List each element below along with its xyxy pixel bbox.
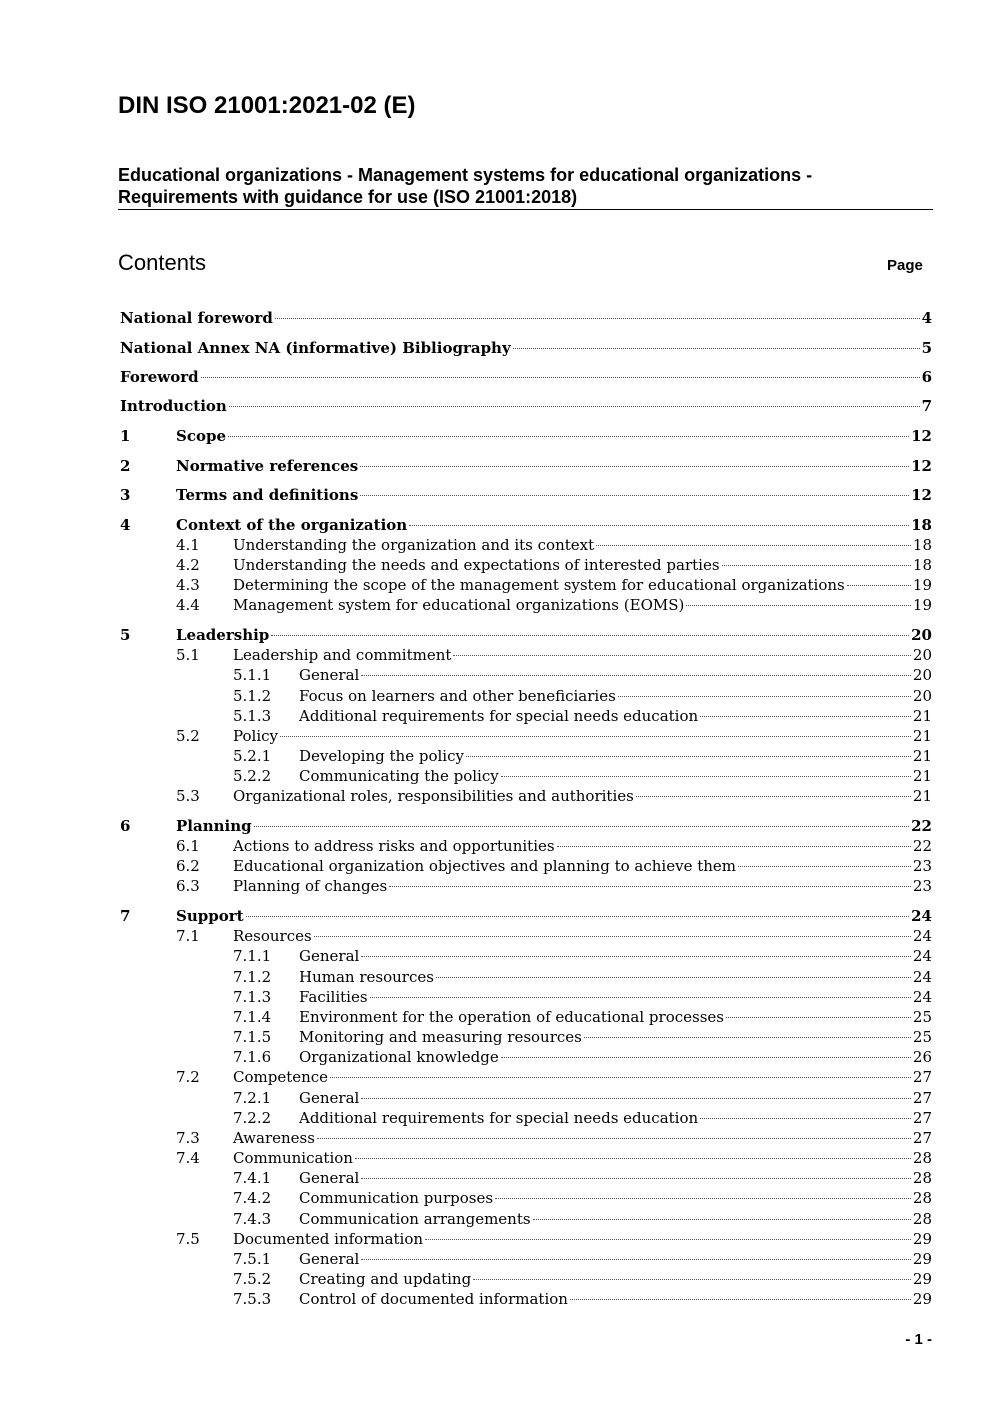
toc-entry-number: 7.5.3 [233, 1290, 272, 1308]
toc-entry-number: 7.4.1 [233, 1169, 272, 1187]
toc-entry-title: Facilities [299, 988, 368, 1006]
toc-leader-dots [466, 756, 911, 757]
toc-leader-dots [584, 1037, 911, 1038]
toc-leader-dots [254, 826, 910, 827]
toc-entry-page: 21 [912, 747, 932, 765]
toc-leader-dots [246, 916, 910, 917]
subtitle-line-1: Educational organizations - Management systems for educational organizations - [118, 165, 813, 185]
toc-entry-number: 5.2.1 [233, 747, 272, 765]
toc-entry-title: Communication purposes [299, 1189, 494, 1207]
toc-entry-number: 6.1 [176, 837, 200, 855]
toc-leader-dots [355, 1158, 911, 1159]
toc-entry[interactable] [120, 857, 932, 877]
toc-leader-dots [473, 1279, 911, 1280]
toc-entry[interactable] [120, 727, 932, 747]
toc-entry[interactable] [120, 1230, 932, 1250]
toc-entry-number: 4.4 [176, 596, 200, 614]
toc-entry-page: 21 [912, 767, 932, 785]
toc-entry-page: 21 [912, 727, 932, 745]
toc-entry-title: General [299, 1250, 360, 1268]
toc-entry-page: 24 [912, 947, 932, 965]
toc-entry-page: 18 [912, 556, 932, 574]
toc-entry-page: 27 [912, 1129, 932, 1147]
toc-entry[interactable] [120, 666, 932, 686]
toc-entry[interactable] [120, 1008, 932, 1028]
toc-entry-number: 7.1.4 [233, 1008, 272, 1026]
page-number: - 1 - [905, 1331, 932, 1348]
toc-entry-number: 7 [120, 907, 131, 925]
toc-entry-title: Understanding the organization and its context [233, 536, 595, 554]
toc-leader-dots [513, 348, 920, 349]
toc-entry[interactable] [120, 486, 932, 506]
toc-entry[interactable] [120, 1290, 932, 1310]
toc-entry-page: 18 [912, 536, 932, 554]
toc-entry-number: 5.1.1 [233, 666, 272, 684]
toc-leader-dots [700, 1118, 911, 1119]
toc-entry-number: 7.1.1 [233, 947, 272, 965]
toc-entry[interactable] [120, 596, 932, 616]
page-column-label: Page [887, 257, 923, 274]
toc-entry[interactable] [120, 397, 932, 417]
toc-leader-dots [436, 977, 911, 978]
toc-entry-number: 7.2.2 [233, 1109, 272, 1127]
toc-entry[interactable] [120, 457, 932, 477]
toc-leader-dots [361, 1178, 911, 1179]
toc-entry-page: 21 [912, 787, 932, 805]
toc-entry[interactable] [120, 556, 932, 576]
toc-entry-number: 5.2 [176, 727, 200, 745]
toc-entry-title: Monitoring and measuring resources [299, 1028, 582, 1046]
toc-leader-dots [596, 545, 911, 546]
document-title: DIN ISO 21001:2021-02 (E) [118, 92, 416, 119]
toc-entry-number: 7.5.1 [233, 1250, 272, 1268]
toc-leader-dots [314, 936, 911, 937]
toc-entry[interactable] [120, 1250, 932, 1270]
toc-leader-dots [389, 886, 911, 887]
toc-entry-number: 7.2 [176, 1068, 200, 1086]
toc-entry-page: 20 [912, 646, 932, 664]
toc-entry-page: 27 [912, 1089, 932, 1107]
toc-entry[interactable] [120, 1189, 932, 1209]
toc-entry-page: 20 [912, 687, 932, 705]
toc-leader-dots [229, 406, 920, 407]
toc-entry-number: 5 [120, 626, 131, 644]
toc-entry-title: Understanding the needs and expectations of interested parties [233, 556, 720, 574]
toc-entry-title: Additional requirements for special needs education [299, 1109, 699, 1127]
toc-entry[interactable] [120, 1068, 932, 1088]
toc-entry-title: Environment for the operation of educational processes [299, 1008, 724, 1026]
toc-entry-page: 24 [912, 968, 932, 986]
toc-entry-number: 7.1.3 [233, 988, 272, 1006]
toc-entry[interactable] [120, 787, 932, 807]
toc-entry-title: Foreword [120, 368, 199, 386]
toc-entry-number: 7.1.6 [233, 1048, 272, 1066]
toc-entry[interactable] [120, 626, 932, 646]
toc-entry[interactable] [120, 947, 932, 967]
toc-entry-number: 7.4.2 [233, 1189, 272, 1207]
toc-entry-number: 7.4.3 [233, 1210, 272, 1228]
toc-leader-dots [360, 495, 909, 496]
toc-entry-title: Communication arrangements [299, 1210, 531, 1228]
toc-leader-dots [453, 655, 910, 656]
toc-entry-number: 7.5 [176, 1230, 200, 1248]
toc-entry[interactable] [120, 1149, 932, 1169]
toc-entry-title: Creating and updating [299, 1270, 472, 1288]
toc-leader-dots [425, 1239, 911, 1240]
toc-entry[interactable] [120, 1028, 932, 1048]
toc-leader-dots [533, 1219, 911, 1220]
toc-entry-page: 19 [912, 576, 932, 594]
toc-entry-number: 4.2 [176, 556, 200, 574]
toc-leader-dots [361, 1259, 911, 1260]
toc-entry-page: 29 [912, 1290, 932, 1308]
toc-entry-page: 25 [912, 1008, 932, 1026]
toc-entry-number: 7.1.5 [233, 1028, 272, 1046]
toc-leader-dots [361, 1098, 911, 1099]
toc-entry-number: 1 [120, 427, 131, 445]
toc-entry[interactable] [120, 747, 932, 767]
toc-entry-page: 24 [912, 927, 932, 945]
toc-entry-number: 6 [120, 817, 131, 835]
toc-entry[interactable] [120, 427, 932, 447]
toc-entry[interactable] [120, 707, 932, 727]
toc-entry-page: 29 [912, 1270, 932, 1288]
toc-entry-page: 27 [912, 1068, 932, 1086]
toc-entry-page: 21 [912, 707, 932, 725]
toc-entry-title: Educational organization objectives and planning to achieve them [233, 857, 736, 875]
toc-entry[interactable] [120, 927, 932, 947]
toc-leader-dots [636, 796, 911, 797]
toc-entry-number: 7.1 [176, 927, 200, 945]
toc-entry-number: 4.1 [176, 536, 200, 554]
toc-entry-number: 7.4 [176, 1149, 200, 1167]
toc-entry[interactable] [120, 339, 932, 359]
toc-entry[interactable] [120, 817, 932, 837]
toc-entry[interactable] [120, 877, 932, 897]
toc-entry-number: 5.3 [176, 787, 200, 805]
toc-entry[interactable] [120, 1169, 932, 1189]
toc-entry[interactable] [120, 536, 932, 556]
toc-entry[interactable] [120, 1109, 932, 1129]
toc-entry[interactable] [120, 1048, 932, 1068]
toc-entry-title: Control of documented information [299, 1290, 568, 1308]
toc-entry-title: Organizational roles, responsibilities and authorities [233, 787, 634, 805]
toc-entry[interactable] [120, 646, 932, 666]
toc-entry-title: Scope [176, 427, 227, 445]
toc-entry-number: 4.3 [176, 576, 200, 594]
toc-entry-title: Context of the organization [176, 516, 408, 534]
toc-entry-number: 5.1.3 [233, 707, 272, 725]
toc-leader-dots [738, 866, 911, 867]
toc-leader-dots [271, 635, 909, 636]
toc-entry-page: 7 [921, 397, 932, 415]
toc-leader-dots [495, 1198, 911, 1199]
toc-leader-dots [722, 565, 911, 566]
toc-entry-page: 20 [911, 626, 932, 644]
toc-leader-dots [570, 1299, 911, 1300]
toc-entry-title: Communication [233, 1149, 353, 1167]
toc-entry-title: Policy [233, 727, 278, 745]
toc-entry-title: General [299, 1169, 360, 1187]
toc-entry-title: Leadership and commitment [233, 646, 452, 664]
toc-leader-dots [557, 846, 911, 847]
toc-entry-number: 5.1 [176, 646, 200, 664]
toc-leader-dots [700, 716, 911, 717]
toc-entry[interactable] [120, 907, 932, 927]
toc-entry-title: Developing the policy [299, 747, 464, 765]
toc-entry-number: 7.5.2 [233, 1270, 272, 1288]
toc-entry-number: 7.2.1 [233, 1089, 272, 1107]
toc-entry-title: National foreword [120, 309, 273, 327]
toc-leader-dots [280, 736, 911, 737]
toc-entry-page: 22 [911, 817, 932, 835]
toc-entry-page: 28 [912, 1189, 932, 1207]
toc-entry-number: 2 [120, 457, 131, 475]
toc-entry-title: Actions to address risks and opportunities [233, 837, 555, 855]
toc-entry-page: 28 [912, 1149, 932, 1167]
toc-leader-dots [370, 997, 911, 998]
toc-entry[interactable] [120, 767, 932, 787]
toc-entry-title: Introduction [120, 397, 227, 415]
toc-entry-page: 28 [912, 1169, 932, 1187]
toc-entry-page: 27 [912, 1109, 932, 1127]
toc-leader-dots [726, 1017, 911, 1018]
toc-entry-page: 12 [911, 427, 932, 445]
toc-leader-dots [360, 466, 909, 467]
toc-entry-title: Planning of changes [233, 877, 388, 895]
toc-entry-page: 28 [912, 1210, 932, 1228]
toc-entry-title: Determining the scope of the management system for educational organizations [233, 576, 845, 594]
toc-entry[interactable] [120, 988, 932, 1008]
toc-entry-page: 24 [911, 907, 932, 925]
toc-entry-number: 7.3 [176, 1129, 200, 1147]
toc-leader-dots [317, 1138, 911, 1139]
toc-entry-title: Awareness [233, 1129, 315, 1147]
toc-entry-title: Focus on learners and other beneficiaries [299, 687, 616, 705]
toc-leader-dots [361, 956, 911, 957]
toc-entry-number: 5.2.2 [233, 767, 272, 785]
toc-entry-page: 24 [912, 988, 932, 1006]
toc-entry-number: 4 [120, 516, 131, 534]
toc-leader-dots [201, 377, 920, 378]
document-subtitle [118, 164, 933, 210]
toc-entry-title: Support [176, 907, 244, 925]
subtitle-line-2: Requirements with guidance for use (ISO 21001:2018) [118, 187, 578, 207]
toc-entry[interactable] [120, 368, 932, 388]
toc-entry-title: National Annex NA (informative) Bibliography [120, 339, 511, 357]
toc-entry-page: 19 [912, 596, 932, 614]
toc-entry-title: General [299, 1089, 360, 1107]
toc-entry-number: 7.1.2 [233, 968, 272, 986]
toc-leader-dots [361, 675, 911, 676]
toc-leader-dots [847, 585, 911, 586]
toc-entry-title: Additional requirements for special needs education [299, 707, 699, 725]
toc-entry-page: 25 [912, 1028, 932, 1046]
toc-entry-page: 18 [911, 516, 932, 534]
toc-entry[interactable] [120, 1129, 932, 1149]
toc-entry-number: 6.3 [176, 877, 200, 895]
toc-entry[interactable] [120, 576, 932, 596]
toc-leader-dots [618, 696, 911, 697]
toc-entry-page: 23 [912, 877, 932, 895]
toc-entry-page: 4 [921, 309, 932, 327]
toc-entry[interactable] [120, 1089, 932, 1109]
toc-entry[interactable] [120, 516, 932, 536]
toc-leader-dots [275, 318, 920, 319]
toc-entry-page: 29 [912, 1250, 932, 1268]
toc-entry-page: 22 [912, 837, 932, 855]
toc-entry-title: Documented information [233, 1230, 424, 1248]
toc-entry-title: Terms and definitions [176, 486, 359, 504]
toc-entry-page: 23 [912, 857, 932, 875]
toc-entry-number: 6.2 [176, 857, 200, 875]
toc-entry-page: 20 [912, 666, 932, 684]
toc-entry[interactable] [120, 968, 932, 988]
toc-entry-title: Communicating the policy [299, 767, 499, 785]
toc-leader-dots [409, 525, 909, 526]
toc-entry[interactable] [120, 687, 932, 707]
toc-entry-title: General [299, 666, 360, 684]
toc-entry-title: Resources [233, 927, 312, 945]
toc-entry-page: 5 [921, 339, 932, 357]
toc-entry[interactable] [120, 1210, 932, 1230]
contents-heading: Contents [118, 250, 207, 275]
toc-entry-title: Leadership [176, 626, 270, 644]
toc-entry[interactable] [120, 1270, 932, 1290]
toc-entry-page: 29 [912, 1230, 932, 1248]
toc-entry[interactable] [120, 309, 932, 329]
toc-leader-dots [501, 1057, 911, 1058]
toc-entry-page: 26 [912, 1048, 932, 1066]
toc-entry-page: 12 [911, 457, 932, 475]
toc-entry[interactable] [120, 837, 932, 857]
toc-leader-dots [686, 605, 911, 606]
toc-leader-dots [501, 776, 911, 777]
toc-entry-title: Planning [176, 817, 252, 835]
toc-entry-page: 6 [921, 368, 932, 386]
toc-entry-title: Competence [233, 1068, 329, 1086]
toc-entry-number: 3 [120, 486, 131, 504]
toc-entry-page: 12 [911, 486, 932, 504]
toc-entry-title: Management system for educational organizations (EOMS) [233, 596, 685, 614]
toc-entry-number: 5.1.2 [233, 687, 272, 705]
toc-leader-dots [228, 436, 909, 437]
toc-entry-title: General [299, 947, 360, 965]
toc-entry-title: Human resources [299, 968, 434, 986]
toc-entry-title: Organizational knowledge [299, 1048, 499, 1066]
toc-leader-dots [330, 1077, 911, 1078]
toc-entry-title: Normative references [176, 457, 359, 475]
